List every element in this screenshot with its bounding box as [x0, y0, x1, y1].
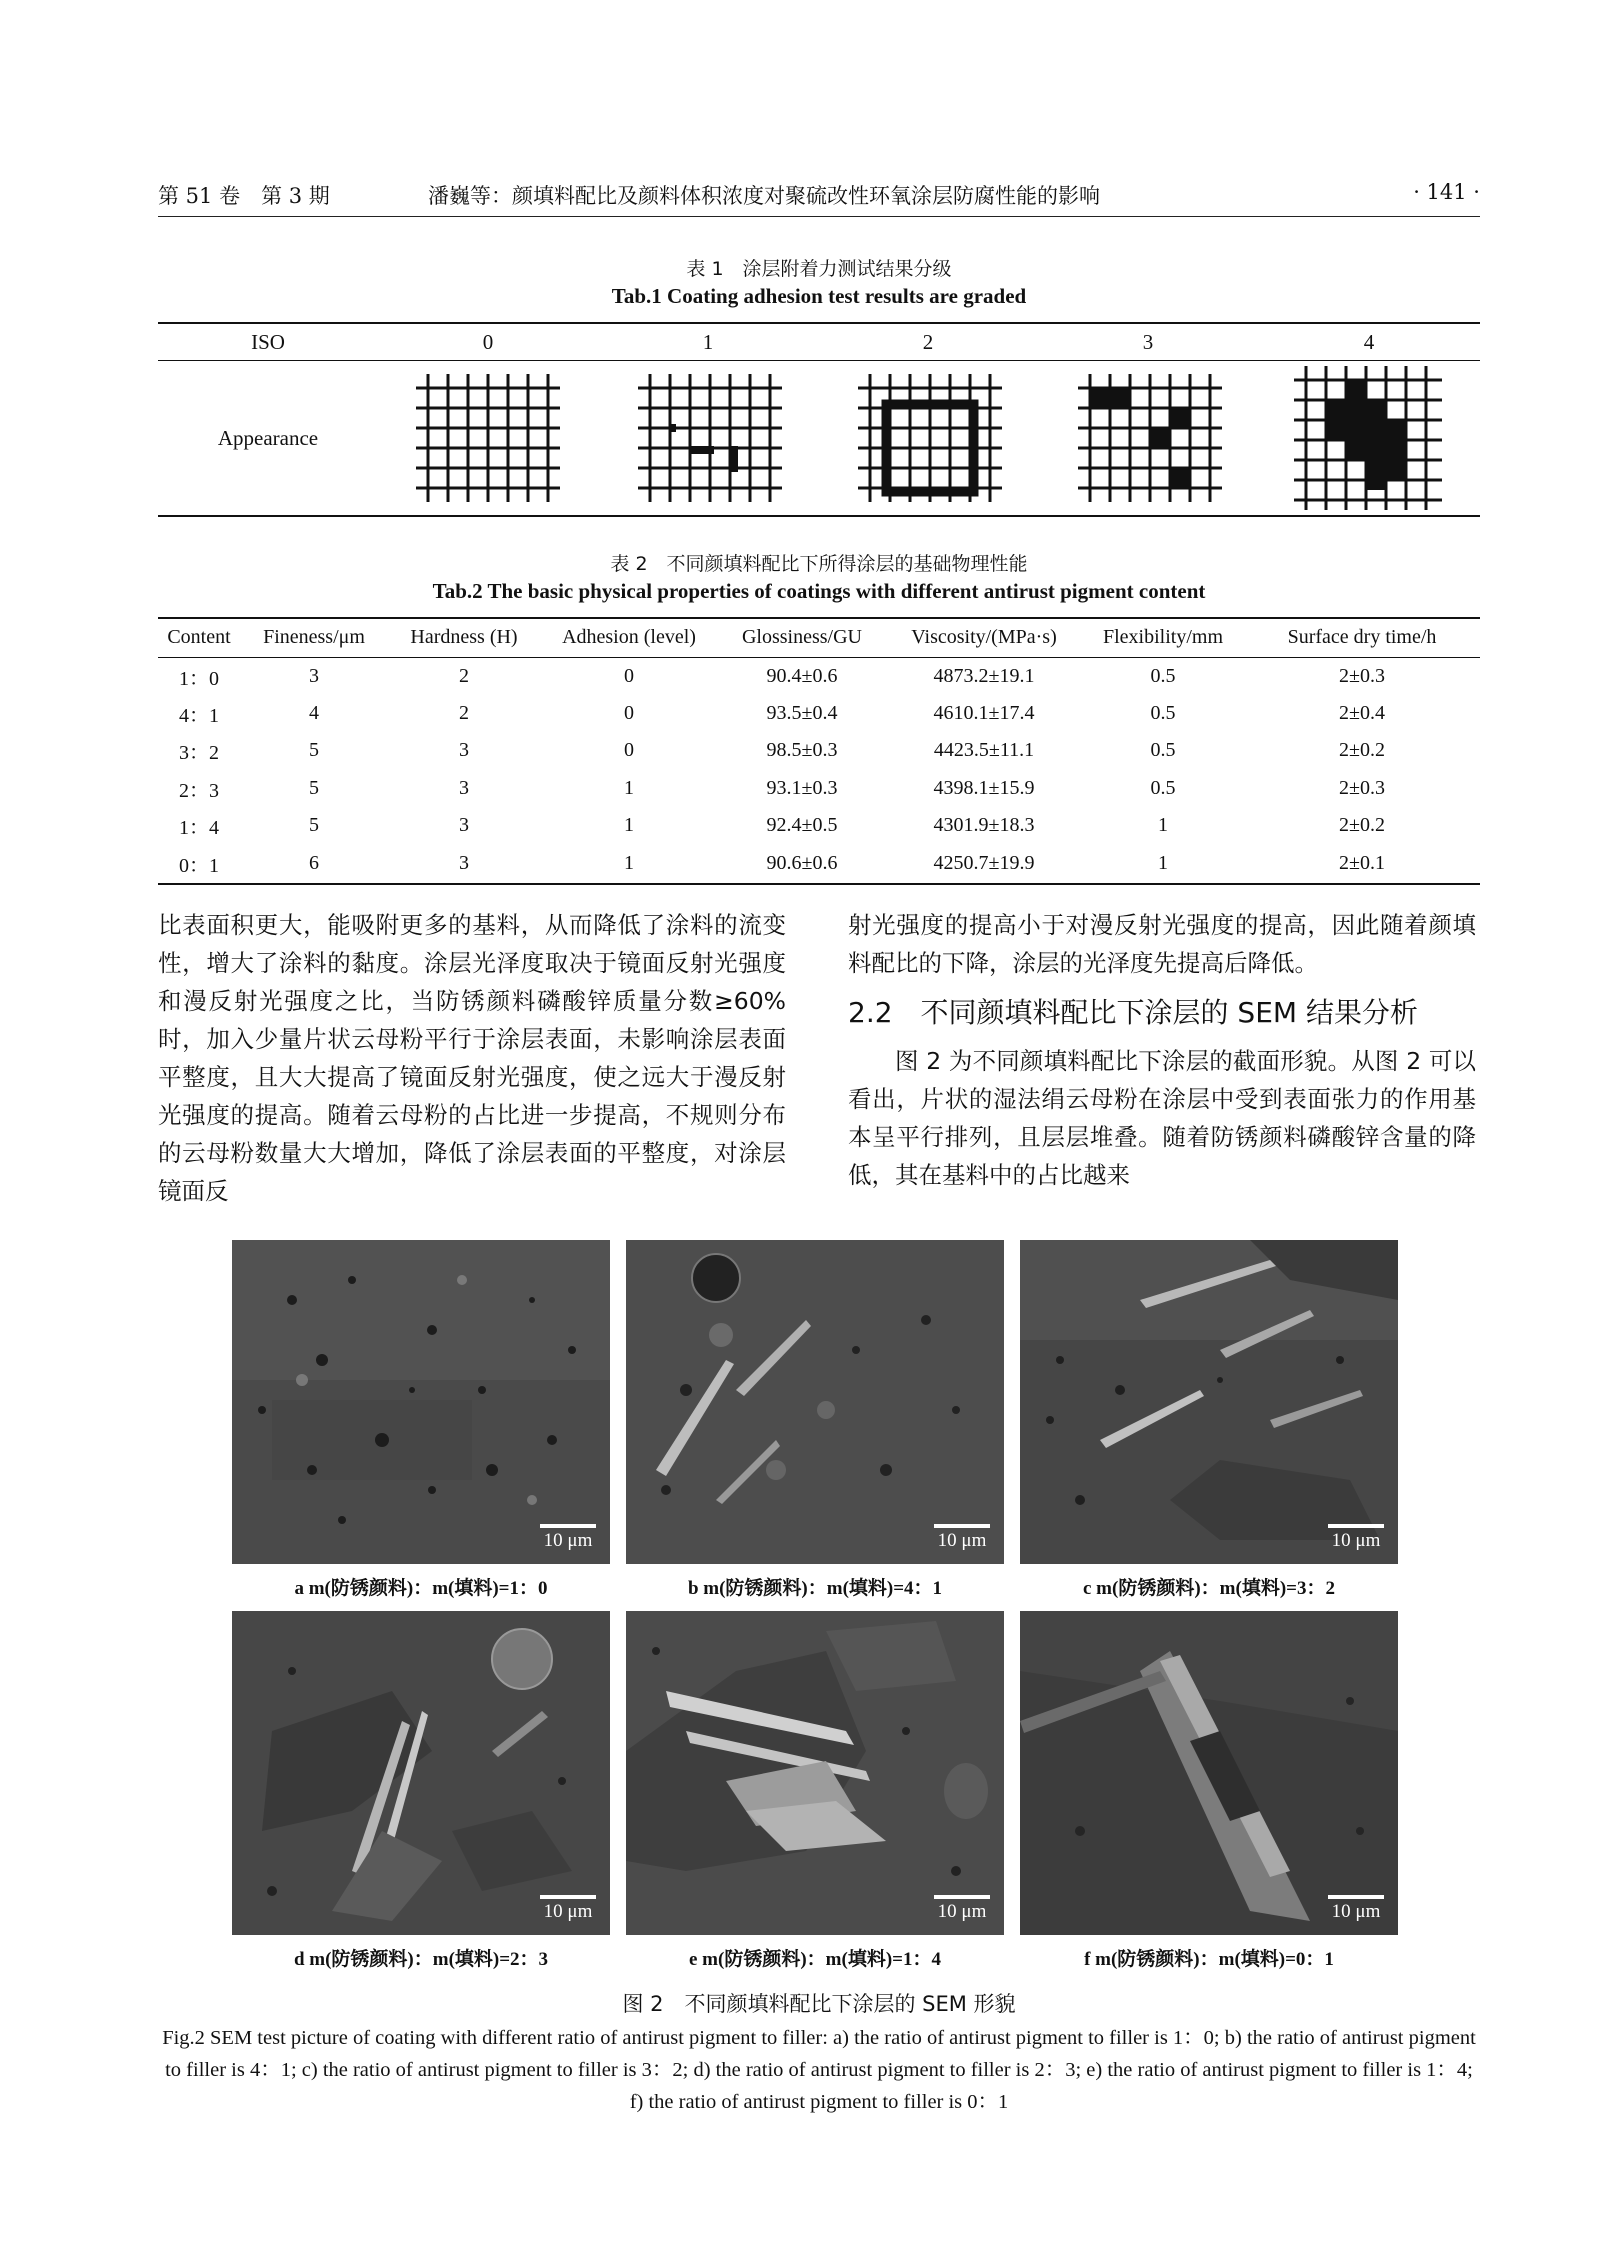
- table1-bottom-rule: [158, 515, 1480, 517]
- table2-header-cell: Hardness (H): [388, 619, 540, 657]
- sem-caption-b: b m(防锈颜料)：m(填料)=4：1: [687, 1578, 943, 1599]
- table2-cell: 2: [459, 701, 469, 724]
- section-heading: 2.2 不同颜填料配比下涂层的 SEM 结果分析: [848, 996, 1418, 1029]
- body-paragraph: 比表面积更大，能吸附更多的基料，从而降低了涂料的流变性，增大了涂料的黏度。涂层光泽度取决于镜面反射光强度和漫反射光强度之比，当防锈颜料磷酸锌质量分数≥60%时，加入少量片状云母粉平行于涂层表面，未影响涂层表面平整度，且大大提高了镜面反射光强度，使之远大于漫反射光强度的提高。随着云母粉的占比进一步提高，不规则分布的云母粉数量大大增加，降低了涂层表面的平整度，对涂层镜面反: [158, 911, 786, 1205]
- table2-cell: 3: [459, 739, 469, 762]
- table2-cell: 98.5±0.3: [766, 739, 838, 762]
- crosscut-grade-1-diagram: [636, 372, 784, 504]
- table1-caption-cn: 表 1 涂层附着力测试结果分级: [686, 258, 952, 280]
- scale-label: 10 μm: [1331, 1530, 1381, 1551]
- table2-cell: 2: [459, 664, 469, 687]
- table2-header-cell: Glossiness/GU: [718, 619, 886, 657]
- sem-panel-a: [232, 1240, 610, 1564]
- table2-cell: 0：1: [179, 854, 219, 877]
- table1-iso-label: ISO: [251, 330, 285, 354]
- sem-image-c: [1020, 1240, 1398, 1564]
- sem-image-e: [626, 1611, 1004, 1935]
- table2-header-cell: Surface dry time/h: [1244, 619, 1480, 657]
- sem-caption-a: a m(防锈颜料)：m(填料)=1：0: [294, 1578, 548, 1599]
- table2-cell: 1: [624, 851, 634, 874]
- table2-cell: 4610.1±17.4: [933, 701, 1035, 724]
- table2-cell: 4873.2±19.1: [933, 664, 1035, 687]
- table2-row: [158, 732, 1480, 770]
- table2-cell: 1: [1158, 814, 1168, 837]
- table2-row: [158, 695, 1480, 733]
- sem-image-f: [1020, 1611, 1398, 1935]
- table1-grade: 1: [702, 330, 714, 354]
- table2-cell: 4250.7±19.9: [933, 851, 1035, 874]
- table2-cell: 2±0.2: [1339, 814, 1385, 837]
- scale-bar: [1328, 1895, 1384, 1923]
- sem-panel-b: [626, 1240, 1004, 1564]
- table2-cell: 4：1: [179, 704, 219, 727]
- sem-panel-d: [232, 1611, 610, 1935]
- table2-header-row: [158, 619, 1480, 657]
- table1-appearance-label: Appearance: [217, 426, 319, 450]
- sem-caption-e: e m(防锈颜料)：m(填料)=1：4: [689, 1949, 941, 1970]
- sem-image-b: [626, 1240, 1004, 1564]
- body-paragraph: 射光强度的提高小于对漫反射光强度的提高，因此随着颜填料配比的下降，涂层的光泽度先提高后降低。: [848, 911, 1476, 977]
- body-left-column: [158, 906, 786, 1210]
- table2-cell: 1：0: [179, 667, 219, 690]
- table1-header-rule: [158, 360, 1480, 361]
- table1-grade: 4: [1363, 330, 1375, 354]
- table2-cell: 2：3: [179, 779, 219, 802]
- body-paragraph: 图 2 为不同颜填料配比下涂层的截面形貌。从图 2 可以看出，片状的湿法绢云母粉在涂层中受到表面张力的作用基本呈平行排列，且层层堆叠。随着防锈颜料磷酸锌含量的降低，其在基料中的占比越来: [848, 1047, 1476, 1189]
- table2-cell: 4398.1±15.9: [933, 776, 1035, 799]
- sem-panel-c: [1020, 1240, 1398, 1564]
- sem-image-d: [232, 1611, 610, 1935]
- table2-cell: 0.5: [1150, 739, 1176, 762]
- table2-header-cell: Flexibility/mm: [1082, 619, 1244, 657]
- scale-label: 10 μm: [937, 1901, 987, 1922]
- table1-top-rule: [158, 322, 1480, 324]
- crosscut-grade-3-diagram: [1076, 372, 1224, 504]
- table2: [158, 619, 1480, 882]
- table2-cell: 1: [624, 776, 634, 799]
- table2-header-cell: Content: [158, 619, 240, 657]
- sem-caption-d: d m(防锈颜料)：m(填料)=2：3: [293, 1949, 549, 1970]
- table2-cell: 0: [624, 664, 634, 687]
- article-title: 潘巍等：颜填料配比及颜料体积浓度对聚硫改性环氧涂层防腐性能的影响: [428, 184, 1100, 208]
- table2-cell: 2±0.3: [1339, 776, 1385, 799]
- table2-caption-en: Tab.2 The basic physical properties of coatings with different antirust pigment content: [432, 579, 1206, 603]
- body-right-column: [848, 906, 1476, 1194]
- table2-header-cell: Viscosity/(MPa·s): [886, 619, 1082, 657]
- table2-cell: 2±0.2: [1339, 739, 1385, 762]
- table1-grade: 2: [922, 330, 934, 354]
- table2-cell: 3: [459, 776, 469, 799]
- table2-cell: 1：4: [179, 817, 219, 840]
- table2-cell: 2±0.3: [1339, 664, 1385, 687]
- running-header: [158, 180, 1480, 217]
- table2-cell: 1: [1158, 851, 1168, 874]
- table2-cell: 4: [309, 701, 319, 724]
- scale-label: 10 μm: [937, 1530, 987, 1551]
- table2-row: [158, 657, 1480, 695]
- table2-cell: 93.5±0.4: [766, 701, 838, 724]
- sem-panel-e: [626, 1611, 1004, 1935]
- table2-cell: 0.5: [1150, 664, 1176, 687]
- table1-caption-en: Tab.1 Coating adhesion test results are graded: [611, 284, 1027, 308]
- table2-cell: 2±0.1: [1339, 851, 1385, 874]
- scale-label: 10 μm: [543, 1530, 593, 1551]
- table2-header-cell: Adhesion (level): [540, 619, 718, 657]
- sem-panel-f: [1020, 1611, 1398, 1935]
- table1-grade: 3: [1142, 330, 1154, 354]
- page-number: · 141 ·: [1413, 180, 1480, 204]
- table2-cell: 90.4±0.6: [766, 664, 838, 687]
- crosscut-grade-0-diagram: [414, 372, 562, 504]
- scale-label: 10 μm: [543, 1901, 593, 1922]
- figure2-caption-en: Fig.2 SEM test picture of coating with different ratio of antirust pigment to filler: a) the ratio of antirust pigment to filler is 1：0; b) the ratio of antirust pigment to filler is 4：1; c) the ratio of antirust pigment to filler is 3：2; d) the ratio of antirust pigment to filler is 2：3; e) the ratio of antirust pigment to filler is 1：4; f) the ratio of antirust pigment to filler is 0：1: [162, 2027, 1476, 2113]
- crosscut-grade-4-diagram: [1292, 364, 1444, 512]
- table2-cell: 0: [624, 739, 634, 762]
- sem-caption-f: f m(防锈颜料)：m(填料)=0：1: [1084, 1949, 1334, 1970]
- table2-row: [158, 845, 1480, 883]
- sem-image-a: [232, 1240, 610, 1564]
- scale-bar: [540, 1524, 596, 1552]
- scale-label: 10 μm: [1331, 1901, 1381, 1922]
- crosscut-grade-2-diagram: [856, 372, 1004, 504]
- figure2-caption-cn: 图 2 不同颜填料配比下涂层的 SEM 形貌: [622, 1992, 1016, 2016]
- sem-caption-c: c m(防锈颜料)：m(填料)=3：2: [1083, 1578, 1335, 1599]
- table2-cell: 6: [309, 851, 319, 874]
- table2-cell: 4423.5±11.1: [933, 739, 1035, 762]
- table1-grade: 0: [482, 330, 494, 354]
- table2-caption-cn: 表 2 不同颜填料配比下所得涂层的基础物理性能: [610, 553, 1028, 575]
- table2-cell: 90.6±0.6: [766, 851, 838, 874]
- table2-cell: 4301.9±18.3: [933, 814, 1035, 837]
- table2-cell: 0.5: [1150, 776, 1176, 799]
- scale-bar: [540, 1895, 596, 1923]
- table2-row: [158, 770, 1480, 808]
- table2-bottom-rule: [158, 883, 1480, 885]
- scale-bar: [934, 1895, 990, 1923]
- table2-cell: 3: [309, 664, 319, 687]
- table2-cell: 5: [309, 814, 319, 837]
- table2-cell: 3: [459, 851, 469, 874]
- table2-cell: 0: [624, 701, 634, 724]
- table2-cell: 1: [624, 814, 634, 837]
- table2-cell: 5: [309, 739, 319, 762]
- table2-cell: 3：2: [179, 742, 219, 765]
- table2-cell: 0.5: [1150, 701, 1176, 724]
- scale-bar: [1328, 1524, 1384, 1552]
- journal-volume: 第 51 卷 第 3 期: [158, 184, 330, 208]
- table2-cell: 93.1±0.3: [766, 776, 838, 799]
- table2-cell: 2±0.4: [1339, 701, 1385, 724]
- table2-header-cell: Fineness/μm: [240, 619, 388, 657]
- scale-bar: [934, 1524, 990, 1552]
- table2-cell: 92.4±0.5: [766, 814, 838, 837]
- table2-row: [158, 807, 1480, 845]
- table2-cell: 5: [309, 776, 319, 799]
- table2-cell: 3: [459, 814, 469, 837]
